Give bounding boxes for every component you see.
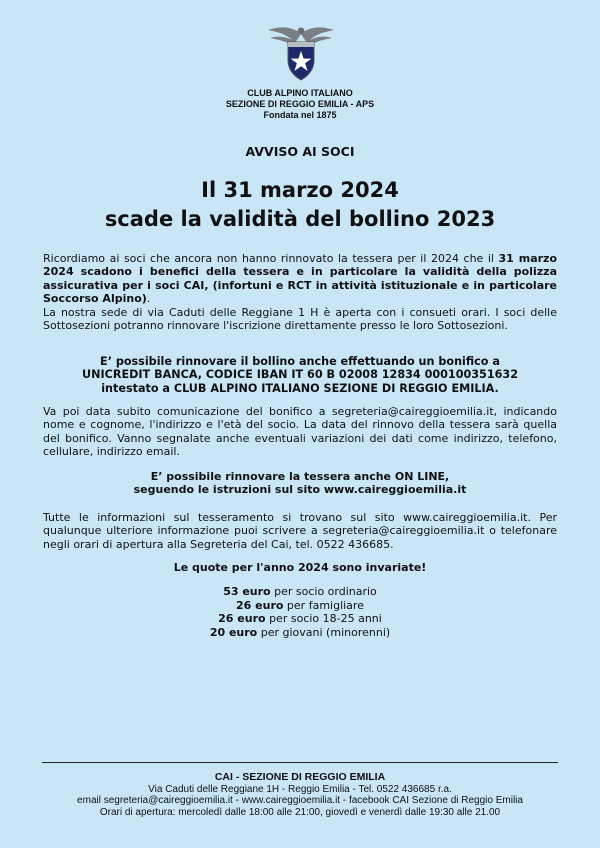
bank-iban: UNICREDIT BANCA, CODICE IBAN IT 60 B 02008 12834 000100351632 xyxy=(82,368,518,382)
headline-line-1: Il 31 marzo 2024 xyxy=(201,178,399,202)
org-founded: Fondata nel 1875 xyxy=(263,110,337,120)
price-desc: per famigliare xyxy=(283,598,364,612)
headline xyxy=(0,176,600,234)
footer-title: CAI - SEZIONE DI REGGIO EMILIA xyxy=(214,771,386,783)
notice-label: AVVISO AI SOCI xyxy=(245,144,355,159)
price-desc: per giovani (minorenni) xyxy=(257,625,391,639)
price-amount: 26 euro xyxy=(218,612,266,625)
price-item xyxy=(43,612,557,626)
price-desc: per socio ordinario xyxy=(270,585,377,598)
paragraph-reminder xyxy=(43,252,557,306)
footer xyxy=(0,772,600,818)
online-line-1: E’ possibile rinnovare la tessera anche ON LINE, xyxy=(150,470,450,483)
online-line-2: seguendo le istruzioni sul sito www.caireggioemilia.it xyxy=(133,483,467,497)
online-renewal xyxy=(43,470,557,497)
price-amount: 53 euro xyxy=(223,585,271,598)
price-amount: 20 euro xyxy=(209,625,258,639)
footer-divider xyxy=(42,762,558,763)
bank-line-1: E’ possibile rinnovare il bollino anche effettuando un bonifico a xyxy=(100,355,500,368)
footer-hours: Orari di apertura: mercoledì dalle 18:00 alle 21:00, giovedì e venerdì dalle 19:30 alle 21.00 xyxy=(99,806,501,818)
org-section: SEZIONE DI REGGIO EMILIA - APS xyxy=(225,99,375,109)
quotes-title: Le quote per l'anno 2024 sono invariate! xyxy=(173,561,427,574)
org-name: CLUB ALPINO ITALIANO xyxy=(247,88,353,98)
cai-logo-icon xyxy=(266,20,336,84)
reminder-bold: 31 marzo 2024 scadono i benefici della tessera e in particolare la validità della polizza assicurativa per i soci CAI, (infortuni e RCT in attività istituzionale e in particolare Soccorso Alpino) xyxy=(43,252,557,306)
organization-header xyxy=(0,88,600,121)
footer-address: Via Caduti delle Reggiane 1H - Reggio Emilia - Tel. 0522 436685 r.a. xyxy=(148,783,452,795)
price-item xyxy=(43,626,557,640)
price-list xyxy=(43,585,557,639)
bank-line-3: intestato a CLUB ALPINO ITALIANO SEZIONE DI REGGIO EMILIA. xyxy=(101,381,499,395)
reminder-text-a: Ricordiamo ai soci che ancora non hanno rinnovato la tessera per il 2024 che il xyxy=(43,252,499,265)
price-item xyxy=(43,585,557,599)
price-amount: 26 euro xyxy=(236,598,284,612)
paragraph-office: La nostra sede di via Caduti delle Reggiane 1 H è aperta con i consueti orari. I soci delle Sottosezioni potranno rinnovare l'iscrizione direttamente presso le loro Sottosezioni. xyxy=(43,306,557,333)
price-item xyxy=(43,599,557,613)
reminder-text-b: . xyxy=(146,292,151,306)
bank-transfer-info xyxy=(43,355,557,395)
price-desc: per socio 18-25 anni xyxy=(265,612,382,625)
headline-line-2: scade la validità del bollino 2023 xyxy=(104,207,496,231)
paragraph-communication: Va poi data subito comunicazione del bonifico a segreteria@caireggioemilia.it, indicando nome e cognome, l'indirizzo e l'età del socio. La data del rinnovo della tessera sarà quella del bonifico. Vanno segnalate anche eventuali variazioni dei dati come indirizzo, telefono, cellulare, indirizzo email. xyxy=(43,405,557,459)
footer-contacts: email segreteria@caireggioemilia.it - www.caireggioemilia.it - facebook CAI Sezione di Reggio Emilia xyxy=(77,795,523,806)
paragraph-info: Tutte le informazioni sul tesseramento si trovano sul sito www.caireggioemilia.it. Per qualunque ulteriore informazione puoi scrivere a segreteria@caireggioemilia.it o telefonare negli orari di apertura alla Segreteria del Cai, tel. 0522 436685. xyxy=(43,511,557,551)
